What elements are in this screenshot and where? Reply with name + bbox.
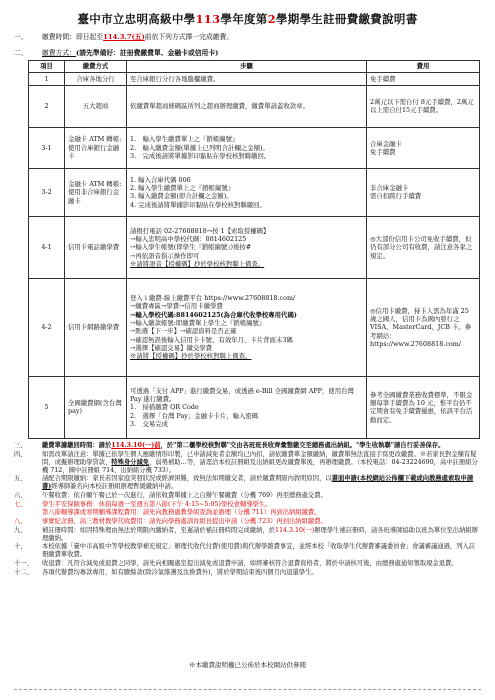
section-number: 一、 (14, 32, 28, 41)
row-steps (127, 216, 367, 278)
note-text: 繳費單據繳回時間：請於 (42, 441, 112, 449)
row-step: 3. 交易完成 (130, 419, 169, 428)
row-step: →輸入忠明高中學校代碼：8814602125 (130, 234, 247, 243)
note-text: 各項代辦費均專款專用，如有賸餘款(除冷氣維護及汰換費外)，將於學期結束後四個月內退還學生。 (42, 568, 318, 576)
header-steps: 步驟 (127, 60, 367, 72)
return-deadline: 114.3.10(一)前 (111, 441, 161, 449)
note-text: 如需改單請注意：單據已依學生個人應繳情形印製，已申請減免者金額均已內扣，請依繳費單金額繳納，繳費單無法直接手寫更改繳費。※若家長對金額有疑問，或擬辦理助學貸款、 (42, 450, 477, 466)
row-step: 至合庫銀行分行各地臨櫃繳費。 (127, 72, 367, 85)
fee-line: 免手續費 (370, 147, 396, 156)
table-row (29, 168, 480, 216)
header-item: 項目 (29, 60, 65, 72)
row-steps (127, 376, 367, 438)
note-insurance (14, 501, 481, 509)
page-divider (14, 689, 481, 690)
row-step: 3. 完成後請將單據影印黏貼在學校核對聯繳回。 (130, 152, 271, 161)
row-id: 4-1 (29, 216, 65, 278)
row-step: 2. 輸入繳費金額(單據上已列明合計欄之金額)。 (130, 143, 269, 152)
note-number: 五、 (14, 475, 27, 483)
row-step: →繳費專區→學費→信用卡繳學費 (130, 302, 223, 311)
row-step: →選擇【確認交易】繳交學費 (130, 344, 213, 353)
row-step: 2. 選擇「台灣 Pay」金融卡卡片、輸入密碼 (130, 411, 259, 420)
note-text: 辦理學生補註冊時，請各班導師協助以班為單位至出納組辦理繳納。 (42, 526, 478, 542)
row-id: 4-2 (29, 278, 65, 376)
row-steps (127, 127, 367, 168)
title-school: 臺中市立忠明高級中學 (77, 12, 196, 26)
note-highlight: 書面申請(本校網站公佈欄下載或向教務處索取申請書) (42, 475, 474, 491)
note-text: 請配合期限繳納：家長若因家庭突發狀況或經濟困難，致無法如期繳交者，請於繳費期限內敘明原因，以 (42, 475, 332, 483)
row-step: 請撥打電話 02-27608818→按 1【索取授權碼】 (130, 226, 270, 235)
header-method: 繳費方式 (65, 60, 127, 72)
preparation-note: (請先準備好：註冊費繳費單、金融卡或信用卡) (75, 48, 219, 57)
late-registration-date: 114.3.10(一) (274, 526, 315, 534)
note-surplus (14, 569, 481, 577)
note-number: 三、 (14, 441, 27, 449)
footer-note: ※本繳費說明權已公佈於本校網站供參閱 (189, 661, 306, 669)
note-highlight: 特殊身分減免 (111, 458, 150, 466)
row-fee: ◎信用卡繳費，持卡人需為年滿 25 歲之國人，信用卡為國內發行之 VISA、MasterCard、JCB 卡。參考網站：https://www.27608818.com/ (367, 278, 480, 376)
row-id: 2 (29, 85, 65, 127)
section-text: 前依下列方式擇一完成繳費。 (144, 32, 234, 41)
row-method: 金融卡 ATM 轉帳:使用合庫銀行金融卡 (65, 127, 127, 168)
note-text: 、弱勢補助…等，請逕洽本校註冊組及出納組更改繳費單後，再辦理繳費。（本校電話：04-23224690，高中註冊組分機 712，國中註冊組 714，出納組分機 733）。 (42, 458, 478, 474)
note-text: 第八節輔導課或寒期輔導課程費用：請先向教務處教學組查詢並辦理（分機 711）再到出納組繳費。 (42, 509, 321, 517)
row-steps (127, 278, 367, 376)
row-id: 3-2 (29, 168, 65, 216)
row-method: 全國繳費網(含台灣 pay) (65, 376, 127, 438)
note-regulation (14, 543, 481, 559)
row-id: 3-1 (29, 127, 65, 168)
row-step: →輸入學生帳號(即學生『銷帳編號』)後按# (130, 243, 252, 252)
note-text: 補註冊時間：如因特殊理由無法於期限內繳納者，至遲請於補註冊時間完成繳納，於 (42, 526, 275, 534)
row-fee: ◎大部份信用卡公司免收手續費，但仍有部分公司有收費，請注意各家之規定。 (367, 216, 480, 278)
fee-line: 需自扣跨行手續費 (370, 192, 422, 201)
title-mid: 學年度第 (220, 12, 268, 26)
header-fee: 費用 (367, 60, 480, 72)
row-step: 登入 i 繳費-線上繳費平台 https://www.27608818.com/ (130, 294, 296, 303)
row-id: 5 (29, 376, 65, 438)
note-lunch (14, 492, 481, 500)
note-number: 六、 (14, 491, 27, 499)
note-late-registration (14, 527, 481, 543)
table-row (29, 72, 480, 85)
row-step: 1. 輸入合庫代碼 006 (130, 175, 191, 184)
page-title (14, 12, 481, 27)
note-text: 學生平安保險事務：休指每週一至週五第八節(下午 4:15~5:05)學校會輔導學生。 (42, 500, 272, 508)
note-number: 九、 (14, 526, 27, 534)
table-row (29, 278, 480, 376)
note-correction (14, 451, 481, 475)
row-step: →再依語音指示操作即可 (130, 251, 200, 260)
fee-line: 合庫金融卡 (370, 139, 402, 148)
note-number: 七、 (14, 500, 27, 508)
row-method: 五大超商 (65, 85, 127, 127)
row-fee (367, 127, 480, 168)
section-text: 繳費時間：即日起至 (42, 32, 104, 41)
note-text: ，於"第二櫃學校核對聯"交由各班班長收齊彙整繳交至總務處出納組。"學生收執聯"請自行妥善保存。 (160, 441, 445, 449)
note-text: 經導師簽名向本校註冊組辦理暫緩繳納申請。 (51, 483, 178, 491)
section-payment-time (14, 33, 481, 42)
row-id: 1 (29, 72, 65, 85)
section-payment-methods (14, 49, 481, 58)
table-row (29, 127, 480, 168)
row-method: 金融卡 ATM 轉帳:使用非合庫銀行金融卡 (65, 168, 127, 216)
title-semester: 2 (267, 12, 276, 26)
table-row (29, 376, 480, 438)
notes (14, 442, 481, 577)
note-number: 八、 (14, 517, 27, 525)
payment-methods-table (28, 60, 480, 439)
row-step: →輸入學校代碼:8814602125(為合庫代收學校專用代碼) (130, 310, 297, 319)
row-step: →輸入繳款帳號:即繳費單上學生之『銷帳編號』 (130, 319, 266, 328)
section-number: 二、 (14, 48, 28, 57)
table-header-row (29, 60, 480, 72)
row-step: 2. 輸入學生繳費單上之『銷帳編號』 (130, 184, 234, 193)
note-deadline (14, 475, 481, 491)
note-refund (14, 560, 481, 568)
row-step: →點選【下一步】→確認資料是否正確 (130, 327, 237, 336)
note-return-time (14, 442, 481, 450)
table-row (29, 85, 480, 127)
note-text: 午餐收費：依自願午餐已於一次進行，請依收費單據上之自辦午餐繳費（分機 769）再至總務處交費。 (42, 491, 327, 499)
row-steps (127, 168, 367, 216)
title-suffix: 學期學生註冊費繳費說明書 (275, 12, 418, 26)
row-fee: 參考全國繳費業務收費標準，不限金額每筆手續費為 10 元，惟平台仍不定期會有免手續費優惠，依該平台活動而定。 (367, 376, 480, 438)
row-step: ※請將【授權碼】抄於學校核對聯上備查。 (130, 352, 252, 361)
note-number: 十、 (14, 543, 27, 551)
row-fee: 2萬元以下需自付 8元手續費，2萬元以上需自付15元手續費。 (367, 85, 480, 127)
fee-line: 非合庫金融卡 (370, 184, 409, 193)
row-method: 信用卡電話繳學費 (65, 216, 127, 278)
table-row (29, 216, 480, 278)
note-number: 十二、 (14, 568, 33, 576)
note-text: 本校依據「臺中市高級中等學校教學補充規定」辦理代收代付費(使用費)與代辦學雜費事宜，並經本校「收取學生代辦費審議委員會」會議審議通過，列入註冊繳費單收費。 (42, 543, 476, 559)
row-step: →確認無誤後輸入信用卡卡號、有效年月、卡片背面末3碼 (130, 335, 293, 344)
row-step: 可透過「支付 APP」進行繳費交易，或透過 e-Bill 全國繳費網 APP，使用台灣 Pay 進行繳費。 (130, 386, 354, 403)
row-step: 4. 完成後請將單據影印黏貼在學校核對聯繳回。 (130, 200, 266, 209)
note-number: 十一、 (14, 559, 33, 567)
row-step: 1. 掃描繳費 QR Code (130, 403, 199, 412)
section-text: 繳費方式： (42, 48, 76, 57)
note-eighth-period (14, 509, 481, 517)
deadline-date: 114.3.7(五) (103, 32, 145, 41)
row-step: ※請將語音【授權碼】抄於學校核對聯上備查。 (130, 259, 265, 268)
note-text: 收退費：凡符合減免或退費之同學，請先向相關處室提出減免或退費申請，如經審核符合退費資格者，將於申請核可後，由總務處通知領取現金退費。 (42, 559, 458, 567)
row-method: 合庫各地分行 (65, 72, 127, 85)
note-yearbook (14, 518, 481, 526)
row-fee (367, 168, 480, 216)
row-fee: 免手續費 (367, 72, 480, 85)
row-step: 3. 輸入繳費金額(即合計欄之金額)。 (130, 192, 233, 201)
row-step: 依繳費單超商條碼區所列之超商辦理繳費，繳費單請蓋收款章。 (127, 85, 367, 127)
row-method: 信用卡網路繳學費 (65, 278, 127, 376)
title-year: 113 (195, 12, 221, 26)
row-step: 1. 輸入學生繳費單上之『銷帳編號』 (130, 135, 239, 144)
note-text: 事實紀念冊、高三教材教學代收費用：請先向學務處訓育組長提出申請（分機 723）再到出納組繳費。 (42, 517, 327, 525)
note-number: 四、 (14, 450, 27, 458)
